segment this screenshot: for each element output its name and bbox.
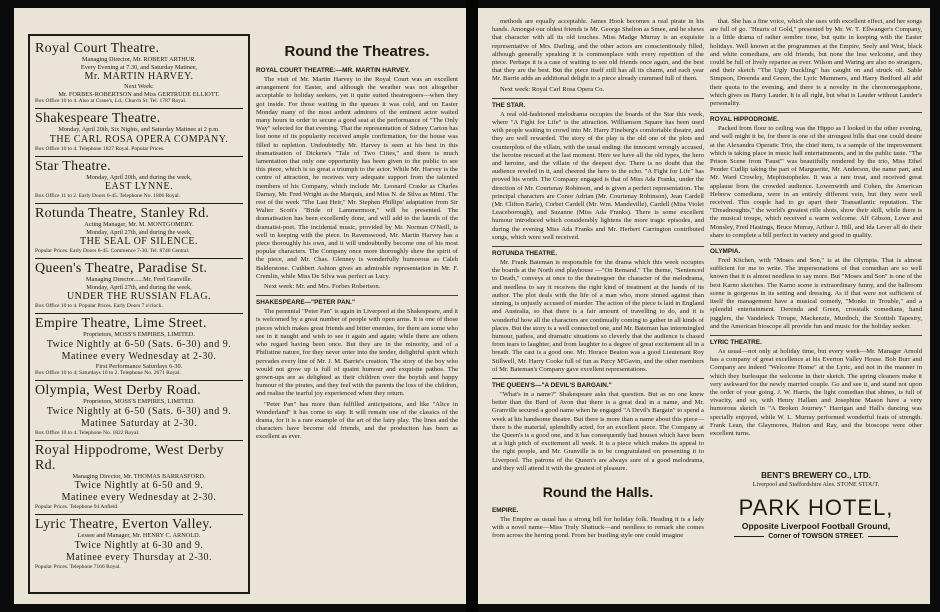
article-heading: Round the Theatres. bbox=[284, 43, 430, 60]
theatre-bill-line: Managing Director, Mr. THOMAS BARRASFORD. bbox=[72, 472, 206, 480]
shakespeare-review-title: SHAKESPEARE—"PETER PAN." bbox=[256, 299, 355, 307]
playbill-entry bbox=[35, 441, 243, 516]
hippodrome-review-title: ROYAL HIPPODROME. bbox=[710, 116, 779, 124]
theatre-bill-line: Matinee every Wednesday at 2-30. bbox=[61, 350, 217, 362]
box-office-footer: Box Office 10 to 4. Telephone No. 1822 Royal. bbox=[35, 429, 140, 436]
section-divider bbox=[492, 246, 704, 247]
halls-heading: Round the Halls. bbox=[542, 483, 654, 500]
theatre-bill-line: UNDER THE RUSSIAN FLAG. bbox=[66, 291, 212, 302]
ad-brewery-name: BENT'S BREWERY CO., LTD. bbox=[761, 471, 871, 480]
left-page bbox=[14, 8, 466, 604]
hippodrome-review-text: Packed from floor to ceiling was the Hippo as I looked in the other evening, and well might it be, for there is one of the strongest bills that one could desire at the Alexandra Operatic Trio, the chief item, is a sample of the improvement which is taking place in music hall entertainments, and in the public taste. "The Prison Scene from 'Faust'" was beautifully rendered by the trio, Miss Ethel Pender Cudlip taking the part of Marguerite, Mr. Anderson, the name part, and Mr. Ward Crowley, Mephistopheles. It was a rare treat, and received great applause from the crowded audience. Lowenwirth and Cohen, the American Hebrew comedians, were in an entirely different vein, but they were well received. This couple had to go apart their Transatlantic reputation. The "Dreadnoughts," the world's greatest rifle shots, show their skill, while there is the musical troupe, which received a warm welcome. Alf Gibson, Lowe and Monsley, Fred Hastings, Bruce Murray, Arthur J. Hill, and Ida Lever all do their share to complete a bill perfect in variety and good in quality. bbox=[710, 125, 922, 239]
theatre-bill-line: Matinee Saturday at 2-30. bbox=[80, 417, 198, 429]
theatre-bill-line: Proprietors, MOSS'S EMPIRES, LIMITED. bbox=[83, 331, 195, 338]
theatre-bill-line: Mr. MARTIN HARVEY. bbox=[84, 71, 194, 82]
box-office-footer: Box Office 11 to 2. Early Doors 6-45. Telephone No. 1806 Royal. bbox=[35, 193, 181, 199]
theatre-bill-line: Monday, April 20th, and during the week, bbox=[86, 173, 192, 181]
empire-review-title: EMPIRE. bbox=[492, 506, 519, 514]
olympia-review-title: OLYMPIA. bbox=[710, 248, 741, 256]
box-office-footer: Popular Prices. Early Doors 6-45. Commence 7-30. Tel. 8746 Central. bbox=[35, 248, 190, 254]
royal-court-review-title: ROYAL COURT THEATRE:—MR. MARTIN HARVEY. bbox=[256, 67, 410, 74]
theatre-name: Olympia, West Derby Road. bbox=[35, 383, 201, 398]
theatre-bill-line: Lessee and Manager, Mr. HENRY C. ARNOLD. bbox=[77, 532, 201, 539]
playbill-entry bbox=[35, 109, 243, 157]
round-the-theatres-article bbox=[256, 34, 458, 596]
box-office-footer: Popular Prices. Telephone 7166 Royal. bbox=[35, 563, 121, 570]
section-divider bbox=[710, 335, 922, 336]
theatre-bill-line: First Performance Saturdays 6-30. bbox=[95, 362, 183, 370]
theatre-bill-line: Every Evening at 7.30, and Saturday Matinee, bbox=[80, 63, 198, 71]
review-column-left bbox=[492, 18, 704, 598]
right-page bbox=[478, 8, 930, 604]
theatre-name: Lyric Theatre, Everton Valley. bbox=[35, 517, 213, 532]
box-office-footer: Box Office 10 to 4. Telephone 1827 Royal. Popular Prices. bbox=[35, 145, 165, 152]
theatre-name: Royal Court Theatre. bbox=[35, 41, 160, 56]
theatre-bill-line: Matinee every Thursday at 2-30. bbox=[65, 551, 213, 563]
theatre-bill-line: Next Week: bbox=[124, 83, 154, 90]
theatre-bill-line: Proprietors, MOSS'S EMPIRES, LIMITED. bbox=[83, 398, 195, 405]
shakespeare-review-text: The perennial "Peter Pan" is again in Liverpool at the Shakespeare, and it is welcomed by a great number of people with open arms. It is one of those pieces which makes great friends and bitter enemies, for there are some who see in it naught and wish to see it again and again; while there are others who regard having been once. But they are in the minority, and of a Philistine nature, for they never enter into the tender, delightful spirit which pervades every line of Mr. J. M. Barrie's creation. The story of the boy who would not grow up is full of quaint humour and exquisite pathos. The grown-ups are as delighted as their children over the boyish and happy humour of the pirates, and they feel with the parents the loss of the children, and realise the tearful joy experienced when they return. bbox=[256, 308, 458, 398]
theatre-name: Empire Theatre, Lime Street. bbox=[35, 316, 207, 331]
shakespeare-review-text-2: "Peter Pan" has more than fulfilled anticipations, and like "Alice in Wonderland" it has come to stay. It will remain one of the classics of the drama, for it is a rare example of the art of the fairy play. The lines and the characters have become old friends, and the production has been as excellent as ever. bbox=[256, 400, 458, 441]
olympia-review-text: Fred Kitchen, with "Moses and Son," is at the Olympia. That is almost sufficient for me to write. The impersonations of that comedian are so well known that it is almost needless to say more. But "Moses and Son" is one of the best Karno sketches. The Karno scene is extraordinary funny, and the ballroom scene is gorgeous in its setting and dressing. As if that were not sufficient of itself the management have a musical comedy, "Monks in Trouble," and a splendid entertainment. Derenda and Green, crosstalk comedians, hand jugglers, the Vandeleck Troupe, Mackenzie, Murdoch, the Scottish Tapestry, and the American bioscope all provide fun and music for the holiday seeker. bbox=[710, 257, 922, 330]
dash-rule bbox=[868, 536, 898, 537]
theatre-bill-line: EAST LYNNE. bbox=[104, 181, 174, 192]
theatre-bill-line: Twice Nightly at 6-50 and 9. bbox=[74, 480, 204, 491]
theatre-bill-line: Monday, April 20th, Six Nights, and Saturday Matinee at 2 p.m. bbox=[58, 126, 220, 133]
empire-review-text: The Empire as usual has a strong bill for holiday folk. Heading it is a lady with a novel name—Miss Truly Shattuck—and needless to remark she comes from across the herring pond. From her bustling style one could imagine bbox=[492, 515, 704, 540]
theatre-bill-line: Matinee every Wednesday at 2-30. bbox=[61, 492, 217, 503]
book-spine bbox=[466, 0, 478, 612]
ad-corner-text: Corner of TOWSON STREET. bbox=[768, 533, 864, 540]
box-office-footer: Popular Prices. Telephone 94 Anfield. bbox=[35, 504, 119, 510]
section-divider bbox=[492, 378, 704, 379]
playbill-entry bbox=[35, 381, 243, 441]
park-hotel-advertisement bbox=[710, 464, 922, 594]
section-divider bbox=[492, 98, 704, 99]
queens-review-text: "What's in a name?" Shakespeare asks that question. But as no one knew better than the Bard of Avon that there is a great deal in a name, and Mr. Granville secured a good name when he engaged "A Devil's Bargain" to spend a week at his handsome theatre. But there is more than a name about this piece—there is the material, splendidly acted, for an excellent piece. The Company at the Queen's is a good one, and it has consequently had houses which have been at a high pitch of excitement all week. It is a piece which makes its appeal to the right people, and Mr. Granville is to be congratulated on presenting it to Liverpool. The patrons of the Queen's are always sure of a good melodrama, and they will attend it with the greatest of pleasure. bbox=[492, 390, 704, 472]
theatre-bill-line: Twice Nightly at 6-50 (Sats. 6-30) and 9. bbox=[46, 405, 232, 417]
review-column-right bbox=[710, 18, 922, 458]
playbill-entry bbox=[35, 515, 243, 574]
royal-court-review-text: The visit of Mr. Martin Harvey to the Royal Court was an excellent arrangement for Easter, and although the weather was not altogether acceptable to holiday seekers, yet it quite suited theatregoers—when they got inside. For those waiting in the queues it was cold, and on Easter Monday many of the most ardent admirers of the eminent actor waited many hours in order to secure a good seat at the performance of "The Only Way" selected for that evening. That the representation of Sidney Carton has lost none of its popularity received ample confirmation, for the house was filled to repletion. Undoubtedly Mr. Harvey is seen at his best in this dramatisation of Dickens's "Tale of Two Cities," and there is much lamentation that only one opportunity has been given to the public to see this piece, which is so great a triumph to the actor. While Mr. Harvey is the centre of attraction, he receives very adequate support from the talented members of his Company, which include Mr. Leonard Craske as Charles Darnay, Mr. Fred Wright as the Marquis, and Miss N. de Silva as Mimi. The rest of the week "The Last Heir," Mr. Stephen Phillips' adaptation from Sir Walter Scott's "Bride of Lammermoor," will be presented. The dramatisation has been excellently done, and will add to the laurels of the dramatist-poet. The incidental music, provided by Mr. Norman O'Neill, is well in keeping with the piece. In Ravenswood, Mr. Martin Harvey has a piece thoroughly his own, and it will undoubtedly become one of his most popular characters. The Company once more thoroughly shew the spirit of the piece, and Mr. Chas. Glenney is wonderfully humorous as Caleb Balderstone. Cuthbert Ashton gives an admirable representation in Mr. F. Cremlin, while Miss De Silva was perfect as Lucy. bbox=[256, 76, 458, 280]
star-review-title: THE STAR. bbox=[492, 101, 526, 109]
playbill-entry bbox=[35, 204, 243, 259]
theatre-bill-line: Acting Manager, Mr. M. MONTGOMERY. bbox=[84, 221, 194, 228]
rotunda-review-title: ROTUNDA THEATRE. bbox=[492, 250, 557, 258]
theatre-playbill bbox=[28, 34, 250, 594]
section-divider bbox=[256, 295, 458, 296]
queens-review-title: THE QUEEN'S—"A DEVIL'S BARGAIN." bbox=[492, 381, 612, 389]
box-office-footer: Box Office 10 to 4. Popular Prices. Early Doors 7 o'clock. bbox=[35, 303, 163, 309]
ad-hotel-name: PARK HOTEL, bbox=[738, 495, 894, 520]
theatre-bill-line: Monday, April 27th, and during the week, bbox=[86, 228, 192, 236]
playbill-entry bbox=[35, 314, 243, 381]
rotunda-review-text: Mr. Frank Bateman is responsible for the drama which this week occupies the boards at the North end playhouse —"On Remand." The theme, "Sentenced to Death," conveys at once to the theatregoer the character of the melodrama, and needless to say it receives the right kind of treatment at the hands of its author. The plot deals with the life of a man who, more sinned against than sinning, is unjustly accused of murder. The action of the piece is laid in England and Australia, so that there is a fair amount of travelling to do, and it is wonderful how all the characters are continually coming to gather in all kinds of places. But the story is a well connected one, and Mr. Bateman has intermingled humour, pathos, and dramatic situations so cleverly that the audience is chased from tears to laughter, and from laughter to a degree of great excitement all in a breath. The cast is a good one. Mr. Horace Beaton was a good Lieutenant Roy Stillwell, Mr. Harry Cooke full of fun as Percy M'Gavin, and the other members of Mr. Bateman's Company gave excellent representations. bbox=[492, 259, 704, 373]
theatre-bill-line: Twice Nightly at 6-50 (Sats. 6-30) and 9. bbox=[46, 338, 232, 350]
theatre-name: Queen's Theatre, Paradise St. bbox=[35, 261, 208, 276]
dash-rule bbox=[734, 536, 764, 537]
theatre-bill-line: Twice Nightly at 6-30 and 9. bbox=[74, 539, 204, 551]
theatre-name: Star Theatre. bbox=[35, 158, 111, 174]
theatre-name: Royal Hippodrome, West Derby Rd. bbox=[35, 442, 224, 473]
box-office-footer: Box Office 10 to 4. Also at Crane's, Ld., Church St. Tel. 1787 Royal. bbox=[35, 98, 187, 104]
theatre-name: Shakespeare Theatre. bbox=[35, 111, 161, 126]
box-office-footer: Box Office 10 to 4; Saturdays 10 to 2. Telephone No. 2671 Royal. bbox=[35, 370, 181, 376]
shakespeare-next-week: Next week: Royal Carl Rosa Opera Co. bbox=[500, 85, 605, 93]
ad-location: Opposite Liverpool Football Ground, bbox=[741, 521, 891, 531]
lyric-review-text: As usual—not only at holiday time, but every week—Mr. Manager Arnold has a company of great excellence at his Everton Valley House. Bob Burr and Company are indeed "Welcome Home" at the Lyric, and not in the manner in which they burlesque the welcome in their sketch. The spring cleaners make it very awkward for the newly married couple. Go and see it, and stand not upon the order of your going. J. W. Harris, the light comedian that shines, is full of vivacity, and so, with Henry Hallam and Josephine Mason have a very humorous sketch in "A Broken Journey." Harrigan and Hall's dancing was specially enjoyed, while W. L. Murray performed wonderful feats of strength. Frank Lean, the Glaymores, Halton and Ray, and the bioscope were other excellent turns. bbox=[710, 347, 922, 437]
theatre-name: Rotunda Theatre, Stanley Rd. bbox=[35, 206, 210, 221]
playbill-entry bbox=[35, 259, 243, 314]
theatre-bill-line: Managing Director, Mr. ROBERT ARTHUR. bbox=[81, 56, 197, 63]
ad-corner-line bbox=[710, 532, 922, 542]
section-divider bbox=[710, 244, 922, 245]
theatre-bill-line: THE CARL ROSA OPERA COMPANY. bbox=[49, 133, 229, 145]
theatre-bill-line: THE SEAL OF SILENCE. bbox=[80, 236, 198, 247]
royal-court-next-week: Next week: Mr. and Mrs. Forbes Robertson. bbox=[264, 283, 381, 291]
section-divider bbox=[710, 112, 922, 113]
peter-pan-continued-text: methods are equally acceptable. James Hook becomes a real pirate in his hands. Amongst our oldest friends is Mr. George Shelton as Smee, and he shews that character with all its old touches. Miss Madge Murray is an exquisite representative of Mrs. Darling, and the other actors are conscientiously filled, although generally speaking it is commonplace with every repetition of the piece. Perhaps it is a case of waiting to see old friends once again, and the best that they are the best. But the piece itself still has all its charm, and each year Mr. Barrie adds an additional delight to a piece already crammed full of them. bbox=[492, 18, 704, 83]
ad-ales-line: Liverpool and Staffordshire Ales. STONE STOUT. bbox=[752, 481, 880, 488]
theatre-bill-line: Mr. FORBES-ROBERTSON and Miss GERTRUDE ELLIOTT. bbox=[58, 90, 220, 98]
star-review-text: A real old-fashioned melodrama occupies the boards of the Star this week, where "A Fight for Life" is the attraction. Williamson Square has been used with people waiting to crowd into Mr. Harry Fineberg's comfortable theatre, and they are well rewarded. The story of the play is the old one of the plots and counterplots of the villain, with the usual ending: the innocent wrongly accused, the heroine rescued at the last moment. Here we have all the old types, the hero and heroine, and the villain of the deepest dye. There is no doubt that the audience reveled in it, and cheered the hero to the echo. "A Fight for Life" has proved his worth. The Company engaged is that of Miss Ada Franks, under the direction of Mr. Courtenay Robinson, and is given a perfect representation. The principal characters are Conor Adrian (Mr. Courtenay Robinson), Jean Cardell (Mr. Clifton Earle), Corbet Cardell (Mr. Wm. Mandeville), Cardell (Miss Violet Leaceborough), and Suzanne (Miss Ada Franks). There is some excellent humour introduced which considerably lightens the more tragic episodes, and during the evening Miss Ada Franks and Mr. Herbert Carrington contributed songs, which were well received. bbox=[492, 110, 704, 241]
playbill-entry bbox=[35, 39, 243, 109]
playbill-entry bbox=[35, 157, 243, 205]
theatre-bill-line: Monday, April 27th, and during the week, bbox=[86, 283, 192, 291]
empire-continued-text: that. She has a fine voice, which she uses with excellent effect, and her songs are full of go. "Hearts of Gold," presented by Mr. W. T. Ellwanger's Company, is a little drama of rather sombre tone, but quite in keeping with the Easter holidays. Well known at the programmes at the Empire, Seely and West, black and white comedians, are old friends, but none the less welcome, and they could be full of lively repartee as ever. Wilson and Waring are also no strangers, and their sketch "The Ugly Duckling" has caught on and struck oil. Sable Simpson, Dreenda and Green, the Lyric Mummers, and Harry Bedford all add their quota to the evening, and there is a novelty in the chronomegaphone, which gives us Harry Lauder. It is all right, but what is Lauder without Lauder's personality. bbox=[710, 18, 922, 108]
lyric-review-title: LYRIC THEATRE. bbox=[710, 338, 762, 346]
theatre-bill-line: Managing Director......Mr. Fred Granville. bbox=[85, 276, 193, 283]
